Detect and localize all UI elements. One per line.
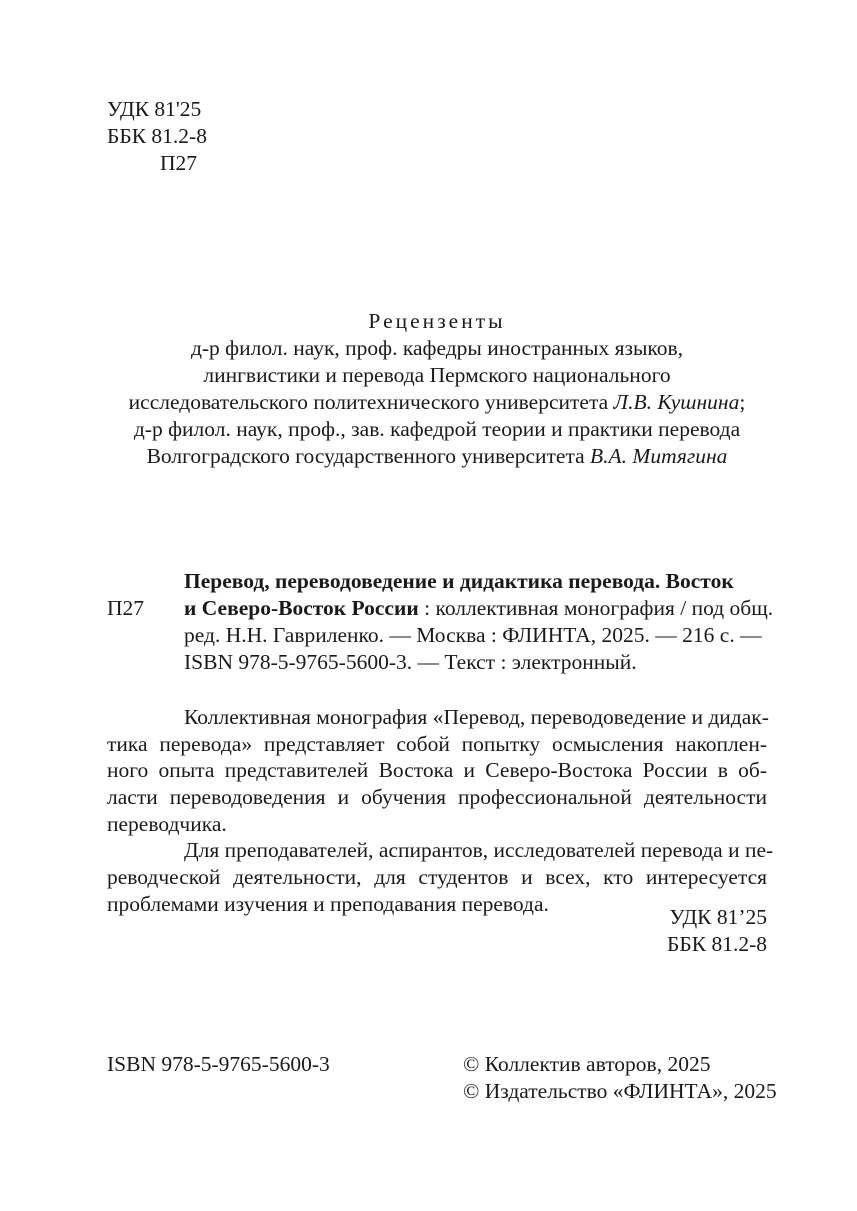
reviewer-2-line-2: [107, 443, 767, 470]
biblio-line-2: [107, 595, 774, 622]
copyright-authors: © Коллектив авторов, 2025: [463, 1052, 711, 1076]
reviewer-2-name: В.А. Митягина: [590, 444, 728, 468]
classification-codes: [107, 96, 207, 177]
annotation: [107, 704, 774, 918]
book-title-part-1: Перевод, переводоведение и дидактика перевода. Восток: [184, 569, 734, 593]
isbn: ISBN 978-5-9765-5600-3: [107, 1052, 330, 1076]
reviewer-1-line-2: лингвистики и перевода Пермского национального: [203, 363, 671, 387]
biblio-line-1: [107, 568, 767, 595]
annotation-p2-line: реводческой деятельности, для студентов и всех, кто интересуется: [107, 865, 767, 890]
footer-bbk: ББК 81.2-8: [667, 932, 767, 956]
annotation-p1-line: ного опыта представителей Востока и Северо-Востока России в об-: [107, 758, 767, 783]
bibliographic-record: [107, 568, 774, 676]
reviewer-1-affiliation: исследовательского политехнического университета: [128, 390, 614, 414]
reviewer-1-name: Л.В. Кушнина: [613, 390, 740, 414]
book-type: : коллективная монография / под общ.: [418, 596, 774, 620]
annotation-p2-line: Для преподавателей, аспирантов, исследователей перевода и пе-: [184, 838, 774, 863]
biblio-line-3: ред. Н.Н. Гавриленко. — Москва : ФЛИНТА, 2025. — 216 с. —: [184, 623, 762, 647]
reviewer-2-line-1: д-р филол. наук, проф., зав. кафедрой теории и практики перевода: [133, 417, 741, 441]
reviewer-2-affiliation: Волгоградского государственного университета: [146, 444, 591, 468]
annotation-p1-line: Коллективная монография «Перевод, переводоведение и дидак-: [184, 705, 769, 729]
annotation-p1-line: ласти переводоведения и обучения профессиональной деятельности: [107, 785, 767, 810]
reviewer-1-line-3: [107, 389, 767, 416]
biblio-line-4: ISBN 978-5-9765-5600-3. — Текст : электронный.: [184, 650, 637, 674]
author-sign: П27: [160, 151, 198, 175]
reviewer-1-line-1: д-р филол. наук, проф. кафедры иностранных языков,: [190, 336, 684, 360]
udk-code: УДК 81'25: [107, 97, 202, 121]
copyright-block: [463, 1051, 777, 1105]
annotation-p1-line: переводчика.: [107, 811, 227, 836]
footer-udk: УДК 81’25: [669, 905, 767, 929]
copyright-publisher: © Издательство «ФЛИНТА», 2025: [463, 1079, 777, 1103]
footer-classification: [107, 904, 767, 958]
reviewers-heading: Рецензенты: [368, 309, 506, 333]
annotation-p2-line: проблемами изучения и преподавания перевода.: [107, 891, 549, 916]
reviewer-separator: ;: [739, 390, 746, 414]
reviewers-block: [107, 308, 767, 470]
bibliographic-sign: П27: [107, 596, 145, 620]
bbk-code: ББК 81.2-8: [107, 124, 207, 148]
annotation-p1-line: тика перевода» представляет собой попытку осмысления накоплен-: [107, 731, 767, 756]
book-title-part-2: и Северо-Восток России: [184, 596, 419, 620]
annotation-paragraph-1: [107, 704, 769, 837]
